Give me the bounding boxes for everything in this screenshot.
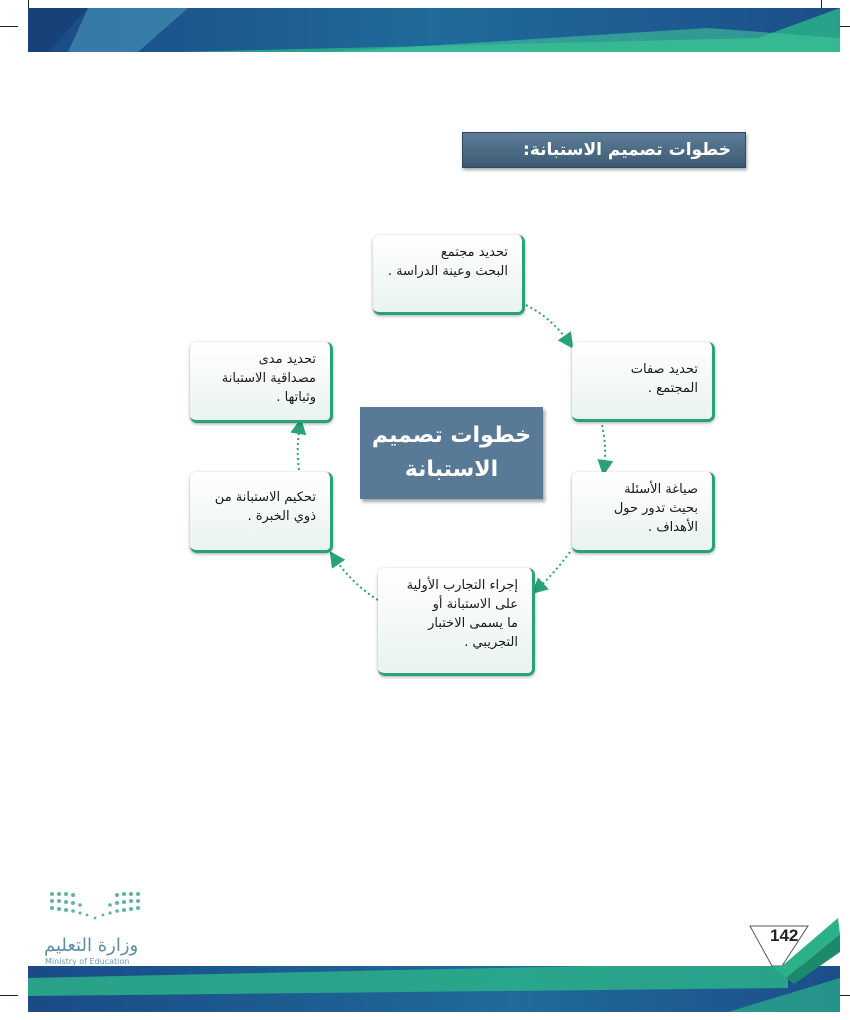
step-line: البحث وعينة الدراسة .: [387, 264, 508, 279]
center-title-line: الاستبانة: [404, 457, 499, 482]
step-line: على الاستبانة أو: [432, 597, 518, 612]
step-box-3: [572, 472, 715, 553]
arrow-step5-to-step6: [298, 424, 300, 470]
arrow-step4-to-step5: [333, 556, 378, 600]
center-title-line: خطوات تصميم: [371, 423, 532, 448]
step-line: بحيث تدور حول: [613, 501, 698, 516]
step-line: مصداقية الاستبانة: [221, 371, 316, 386]
step-line: وثباتها .: [276, 390, 316, 405]
bottom-banner: [28, 918, 840, 1012]
step-box-1: [373, 235, 525, 315]
page-number: 142: [770, 926, 799, 945]
step-box-4: [378, 568, 535, 676]
step-line: ذوي الخبرة .: [247, 509, 316, 524]
step-line: صياغة الأسئلة: [624, 482, 698, 497]
arrow-step3-to-step4: [536, 552, 570, 590]
arrow-step1-to-step2: [526, 305, 570, 344]
step-line: تحكيم الاستبانة من: [214, 490, 316, 505]
center-title-box: [360, 407, 543, 499]
step-box-2: [572, 342, 715, 422]
ministry-name-arabic: وزارة التعليم: [44, 935, 139, 956]
step-line: تحديد مدى: [258, 352, 316, 367]
step-box-6: [190, 342, 333, 423]
ministry-name-english: Ministry of Education: [45, 957, 130, 966]
step-line: الأهداف .: [647, 520, 698, 535]
step-line: تحديد صفات: [630, 362, 698, 377]
step-line: إجراء التجارب الأولية: [406, 578, 518, 593]
section-heading: خطوات تصميم الاستبانة:: [462, 132, 746, 168]
arrow-step2-to-step3: [602, 425, 605, 470]
step-line: التجريبي .: [464, 635, 518, 650]
step-line: تحديد مجتمع: [440, 245, 508, 260]
step-line: ما يسمى الاختبار: [428, 616, 518, 631]
step-line: المجتمع .: [647, 381, 698, 396]
step-box-5: [190, 472, 333, 553]
